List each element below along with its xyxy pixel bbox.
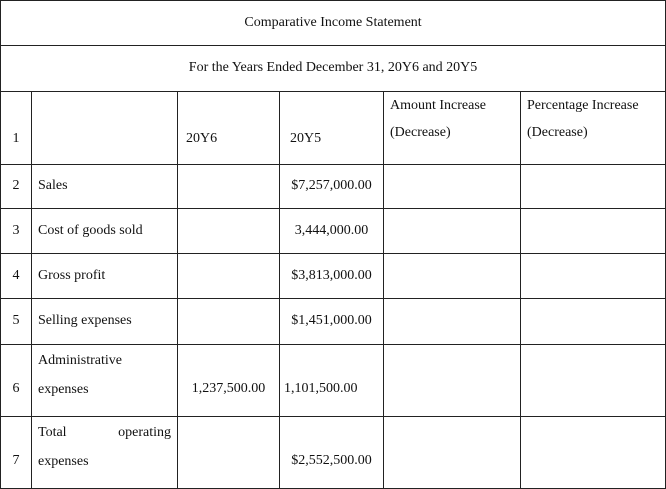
row-label: Selling expenses — [32, 299, 178, 345]
row-label: Cost of goods sold — [32, 209, 178, 254]
value-20y6 — [178, 209, 280, 254]
header-amount-change — [384, 92, 521, 165]
amount-header-line1 — [390, 98, 514, 115]
table-row — [1, 345, 666, 417]
row-number — [1, 417, 32, 489]
amount-change-value — [384, 254, 521, 299]
header-label-cell — [32, 92, 178, 165]
total-word: Total — [38, 425, 67, 440]
value-20y5 — [280, 417, 384, 489]
row-label-line2: expenses — [38, 453, 89, 469]
statement-subtitle: For the Years Ended December 31, 20Y6 and 20Y5 — [1, 46, 666, 92]
value-20y5: $3,813,000.00 — [280, 254, 384, 299]
table-row — [1, 165, 666, 209]
value-20y6 — [178, 254, 280, 299]
amount-change-value — [384, 165, 521, 209]
amount-change-value — [384, 209, 521, 254]
increase-word: Increase — [439, 98, 487, 113]
percent-change-value — [521, 209, 666, 254]
title-row — [1, 1, 666, 46]
header-year-20y5 — [280, 92, 384, 165]
amount-header-line2: (Decrease) — [390, 124, 451, 140]
value-20y6 — [178, 345, 280, 417]
table-row — [1, 209, 666, 254]
value-20y5-text: $2,552,500.00 — [291, 453, 372, 469]
amount-word: Amount — [390, 98, 436, 113]
row-number: 5 — [1, 299, 32, 345]
percent-change-value — [521, 165, 666, 209]
value-20y6 — [178, 417, 280, 489]
percent-change-value — [521, 299, 666, 345]
row-number: 3 — [1, 209, 32, 254]
amount-change-value — [384, 345, 521, 417]
row-label: Gross profit — [32, 254, 178, 299]
operating-word: operating — [118, 425, 171, 440]
row-number — [1, 345, 32, 417]
value-20y6 — [178, 299, 280, 345]
row-label-line1: Administrative — [38, 353, 122, 368]
row-label — [32, 417, 178, 489]
table-row — [1, 299, 666, 345]
row-number-label: 1 — [12, 130, 20, 146]
row-label-line1 — [38, 425, 171, 442]
row-number: 4 — [1, 254, 32, 299]
percent-header-line1: Percentage Increase — [527, 98, 639, 113]
header-percent-change — [521, 92, 666, 165]
row-number-label: 7 — [12, 453, 20, 469]
value-20y5: $7,257,000.00 — [280, 165, 384, 209]
row-number: 2 — [1, 165, 32, 209]
row-label — [32, 345, 178, 417]
percent-change-value — [521, 345, 666, 417]
value-20y5-text: 1,101,500.00 — [284, 381, 358, 397]
value-20y5: $1,451,000.00 — [280, 299, 384, 345]
year-20y5-label: 20Y5 — [290, 130, 322, 146]
amount-change-value — [384, 417, 521, 489]
year-20y6-label: 20Y6 — [186, 130, 218, 146]
value-20y6-text: 1,237,500.00 — [191, 381, 266, 397]
percent-header-line2: (Decrease) — [527, 124, 588, 140]
value-20y6 — [178, 165, 280, 209]
percent-change-value — [521, 254, 666, 299]
header-year-20y6 — [178, 92, 280, 165]
amount-change-value — [384, 299, 521, 345]
table-row — [1, 254, 666, 299]
percent-change-value — [521, 417, 666, 489]
statement-title: Comparative Income Statement — [1, 1, 666, 46]
value-20y5: 3,444,000.00 — [280, 209, 384, 254]
row-label-line2: expenses — [38, 381, 89, 397]
row-label: Sales — [32, 165, 178, 209]
table-row — [1, 417, 666, 489]
row-number — [1, 92, 32, 165]
subtitle-row — [1, 46, 666, 92]
value-20y5 — [280, 345, 384, 417]
row-number-label: 6 — [12, 381, 20, 397]
header-row — [1, 92, 666, 165]
